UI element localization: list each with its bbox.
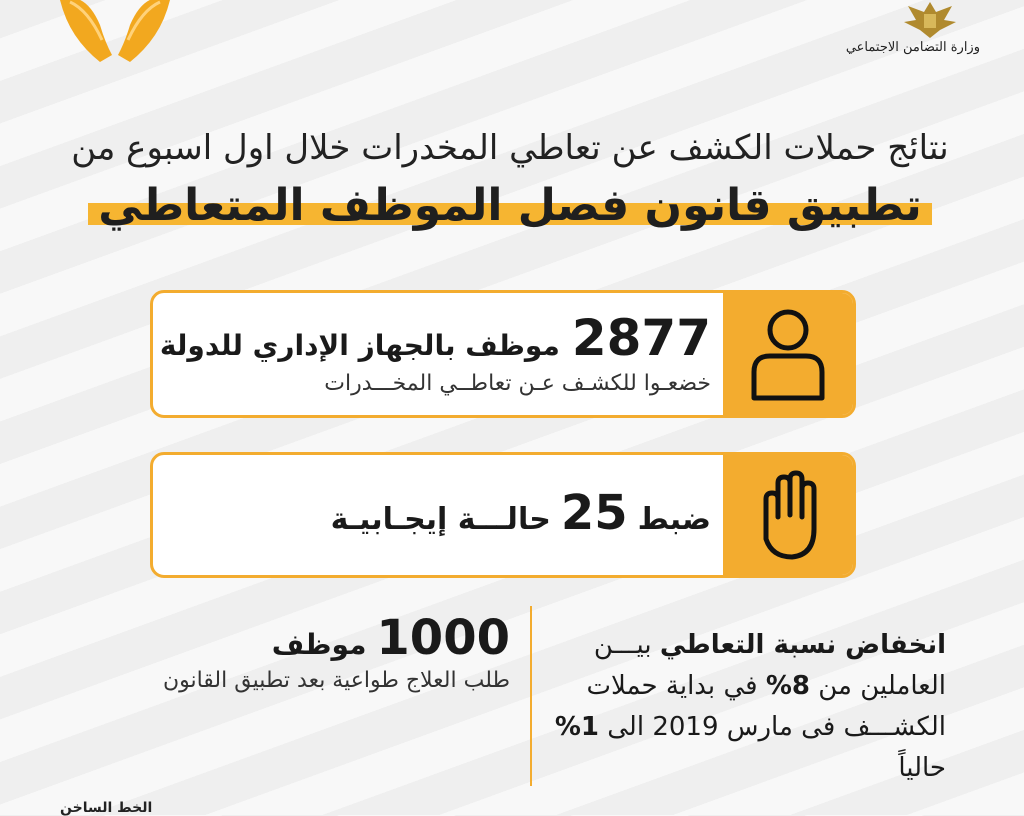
headline: نتائج حملات الكشف عن تعاطي المخدرات خلال اول اسبوع من — [71, 128, 949, 168]
note-line-4: حالياً — [898, 753, 946, 783]
card-text — [173, 455, 711, 575]
person-icon — [748, 306, 828, 402]
positive-cases-count: 25 — [560, 485, 628, 541]
decline-note — [546, 625, 946, 789]
icon-panel — [723, 455, 853, 575]
treatment-label: موظف — [271, 628, 367, 661]
seized-word: ضبط — [637, 502, 711, 537]
stat-card-positive-cases — [150, 452, 856, 578]
icon-panel — [723, 293, 853, 415]
note-line-2: العاملين من 8% في بداية حملات — [586, 671, 946, 701]
vertical-divider — [530, 606, 532, 786]
treatment-count: 1000 — [376, 610, 510, 666]
eagle-emblem-icon — [900, 0, 960, 40]
employees-count: 2877 — [571, 309, 711, 367]
employees-label: موظف بالجهاز الإداري للدولة — [159, 329, 560, 362]
treatment-subtext: طلب العلاج طواعية بعد تطبيق القانون — [162, 668, 510, 693]
stat-card-employees-tested — [150, 290, 856, 418]
positive-cases-label: حالـــة إيجـابيـة — [330, 502, 551, 537]
note-line-3: الكشـــف فى مارس 2019 الى 1% — [554, 712, 946, 742]
ministry-emblem — [845, 0, 980, 70]
hands-logo-icon — [40, 0, 190, 70]
ministry-name: وزارة التضامن الاجتماعي — [845, 40, 980, 55]
card-subtext: خضعـوا للكشـف عـن تعاطــي المخـــدرات — [324, 371, 711, 396]
card-text — [159, 293, 711, 415]
raised-hand-icon — [752, 469, 824, 561]
card-headline — [331, 485, 711, 541]
subheadline — [60, 180, 960, 231]
note-line-1: انخفاض نسبة التعاطي بيـــن — [593, 630, 946, 660]
hotline-label: الخط الساخن — [60, 800, 153, 816]
voluntary-treatment-stat — [90, 610, 510, 693]
subheadline-text: تطبيق قانون فصل الموظف المتعاطي — [88, 180, 932, 231]
card-headline — [160, 309, 711, 367]
